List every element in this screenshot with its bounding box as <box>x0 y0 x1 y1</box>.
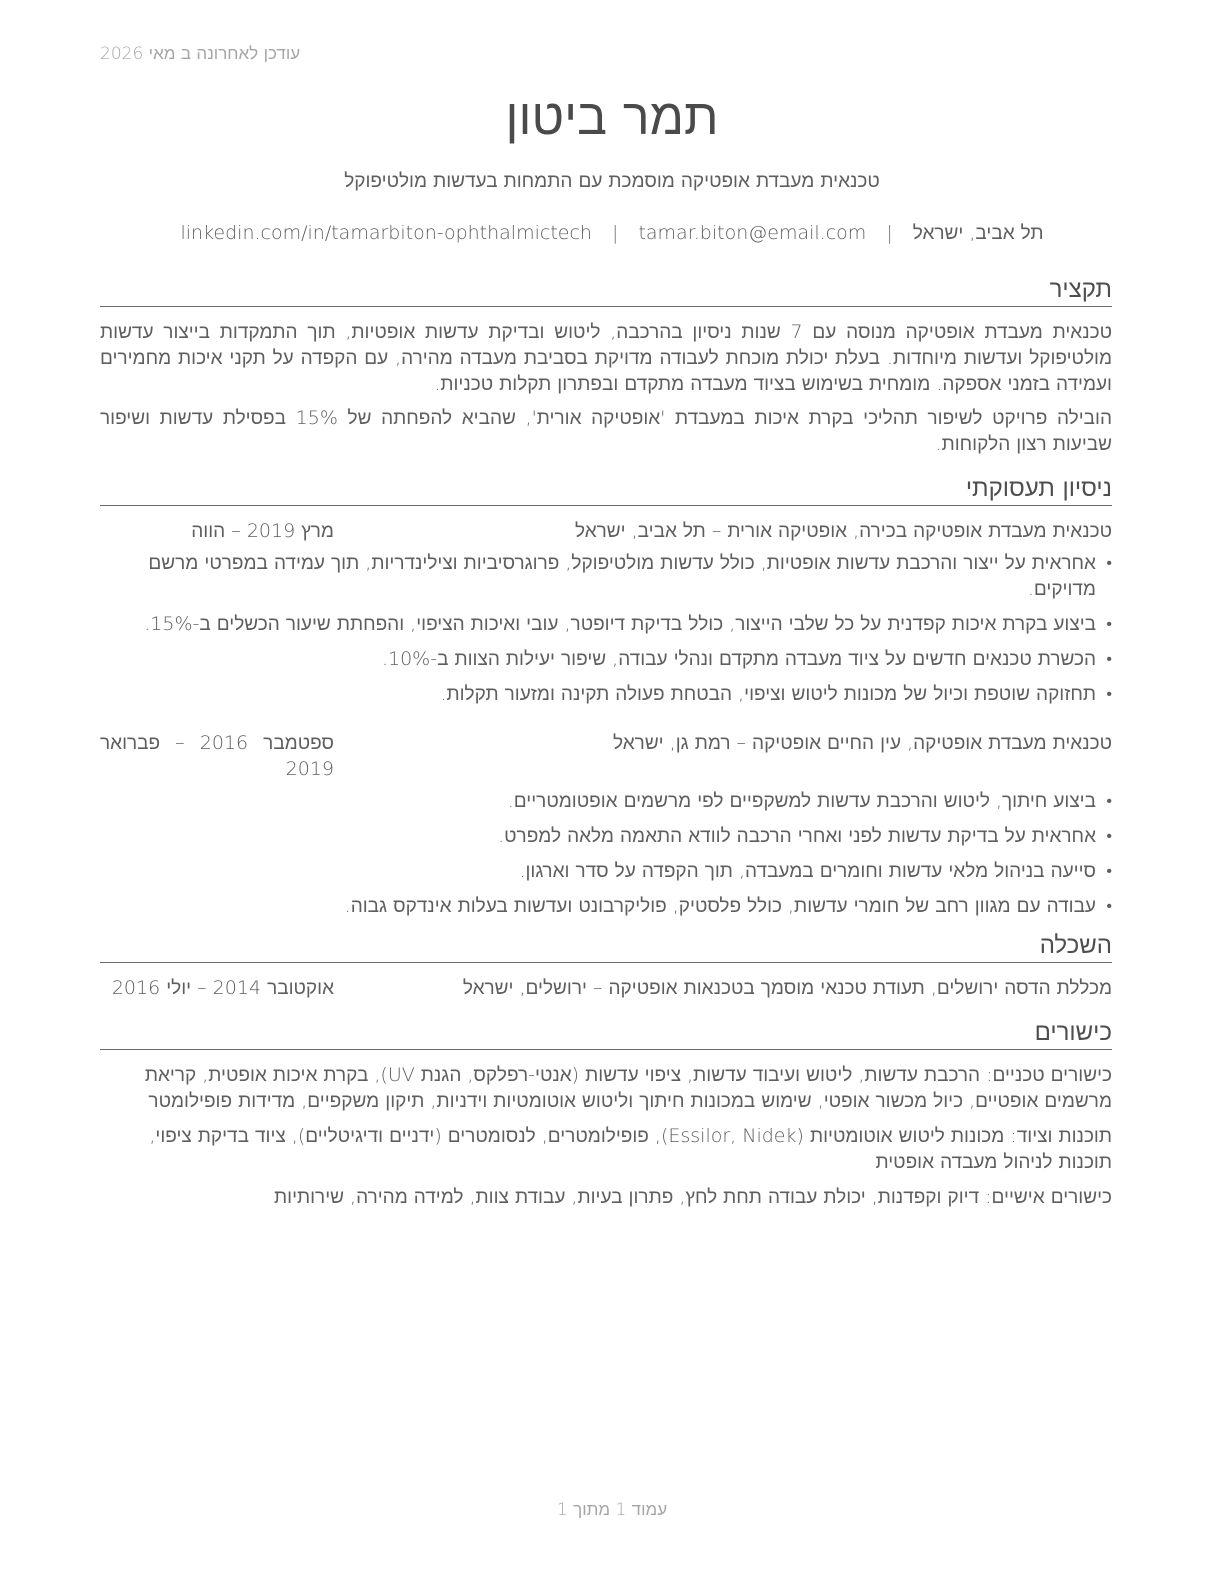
education-heading: השכלה <box>100 928 1112 963</box>
skills-line: תוכנות וציוד: מכונות ליטוש אוטומטיות (Essilor, Nidek), פופילומטרים, לנסומטרים (ידניים ודיגיטליים), ציוד בדיקת ציפוי, תוכנות לניהול מעבדה אופטית <box>149 1125 1112 1173</box>
job-bullet: • הכשרת טכנאים חדשים על ציוד מעבדה מתקדם ונהלי עבודה, שיפור יעילות הצוות ב-10%. <box>100 646 1112 672</box>
job-header <box>100 518 1112 544</box>
job-bullet: • ביצוע חיתוך, ליטוש והרכבת עדשות למשקפיים לפי מרשמים אופטומטריים. <box>100 788 1112 814</box>
job-bullet: • תחזוקה שוטפת וכיול של מכונות ליטוש וציפוי, הבטחת פעולה תקינה ומזעור תקלות. <box>100 681 1112 707</box>
summary-section <box>100 272 1112 457</box>
contact-email[interactable]: tamar.biton@email.com <box>638 222 867 244</box>
experience-section <box>100 471 1112 919</box>
skills-heading: כישורים <box>100 1015 1112 1050</box>
skills-line: כישורים טכניים: הרכבת עדשות, ליטוש ועיבוד עדשות, ציפוי עדשות (אנטי-רפלקס, הגנת UV), בקרת איכות אופטית, קריאת מרשמים אופטיים, כיול מכשור אופטי, שימוש במכונות חיתוך וליטוש אוטומטיות וידניות, תיקון משקפיים, מדידות פופילומטר <box>144 1064 1112 1112</box>
contact-linkedin[interactable]: linkedin.com/in/tamarbiton-ophthalmictech <box>180 222 592 244</box>
candidate-name: תמר ביטון <box>505 88 719 146</box>
summary-paragraph: הובילה פרויקט לשיפור תהליכי בקרת איכות במעבדת 'אופטיקה אורית', שהביא להפחתה של 15% בפסילת עדשות ושיפור שביעות רצון הלקוחות. <box>100 407 1112 455</box>
job-title: טכנאית מעבדת אופטיקה בכירה, אופטיקה אורית – תל אביב, ישראל <box>575 520 1112 542</box>
job-bullet: • אחראית על ייצור והרכבת עדשות אופטיות, כולל עדשות מולטיפוקל, פרוגרסיביות וצילינדריות, תוך עמידה במפרטי מרשם מדויקים. <box>100 550 1112 602</box>
candidate-tagline: טכנאית מעבדת אופטיקה מוסמכת עם התמחות בעדשות מולטיפוקל <box>344 170 880 192</box>
job-bullet: • סייעה בניהול מלאי עדשות וחומרים במעבדה, תוך הקפדה על סדר וארגון. <box>100 858 1112 884</box>
education-title: מכללת הדסה ירושלים, תעודת טכנאי מוסמך בטכנאות אופטיקה – ירושלים, ישראל <box>462 977 1112 999</box>
skills-line: כישורים אישיים: דיוק וקפדנות, יכולת עבודה תחת לחץ, פתרון בעיות, עבודת צוות, למידה מהירה, שירותיות <box>274 1186 1112 1208</box>
last-updated-note: עודכן לאחרונה ב מאי 2026 <box>100 44 301 64</box>
contact-location: תל אביב, ישראל <box>912 222 1044 244</box>
education-entry <box>100 975 1112 1001</box>
job-bullets <box>100 788 1112 919</box>
contact-separator: | <box>886 222 893 244</box>
job-bullet: • עבודה עם מגוון רחב של חומרי עדשות, כולל פלסטיק, פוליקרבונט ועדשות בעלות אינדקס גבוה. <box>100 893 1112 919</box>
contact-line <box>0 222 1224 245</box>
summary-heading: תקציר <box>100 272 1112 307</box>
contact-separator: | <box>612 222 619 244</box>
job-header <box>100 730 1112 782</box>
job-entry <box>100 518 1112 707</box>
job-bullets <box>100 550 1112 707</box>
job-bullet: • ביצוע בקרת איכות קפדנית על כל שלבי הייצור, כולל בדיקת דיופטר, עובי ואיכות הציפוי, והפחתת שיעור הכשלים ב-15%. <box>100 611 1112 637</box>
experience-heading: ניסיון תעסוקתי <box>100 471 1112 506</box>
education-section <box>100 928 1112 1001</box>
job-dates: מרץ 2019 – הווה <box>191 520 334 542</box>
job-title: טכנאית מעבדת אופטיקה, עין החיים אופטיקה – רמת גן, ישראל <box>613 732 1112 754</box>
resume-content <box>100 272 1112 1219</box>
job-bullet: • אחראית על בדיקת עדשות לפני ואחרי הרכבה לוודא התאמה מלאה למפרט. <box>100 823 1112 849</box>
job-entry <box>100 730 1112 919</box>
summary-paragraph: טכנאית מעבדת אופטיקה מנוסה עם 7 שנות ניסיון בהרכבה, ליטוש ובדיקת עדשות אופטיות, תוך התמקדות בייצור עדשות מולטיפוקל ועדשות מיוחדות. בעלת יכולת מוכחת לעבודה מדויקת בסביבת מעבדה מהירה, עם הקפדה על תקני איכות מחמירים ועמידה בזמני אספקה. מומחית בשימוש בציוד מעבדה מתקדם ובפתרון תקלות טכניות. <box>100 321 1113 395</box>
job-dates: ספטמבר 2016 – פברואר 2019 <box>100 732 335 780</box>
skills-section <box>100 1015 1112 1210</box>
education-dates: אוקטובר 2014 – יולי 2016 <box>111 977 334 999</box>
page-number: עמוד 1 מתוך 1 <box>556 1500 668 1520</box>
